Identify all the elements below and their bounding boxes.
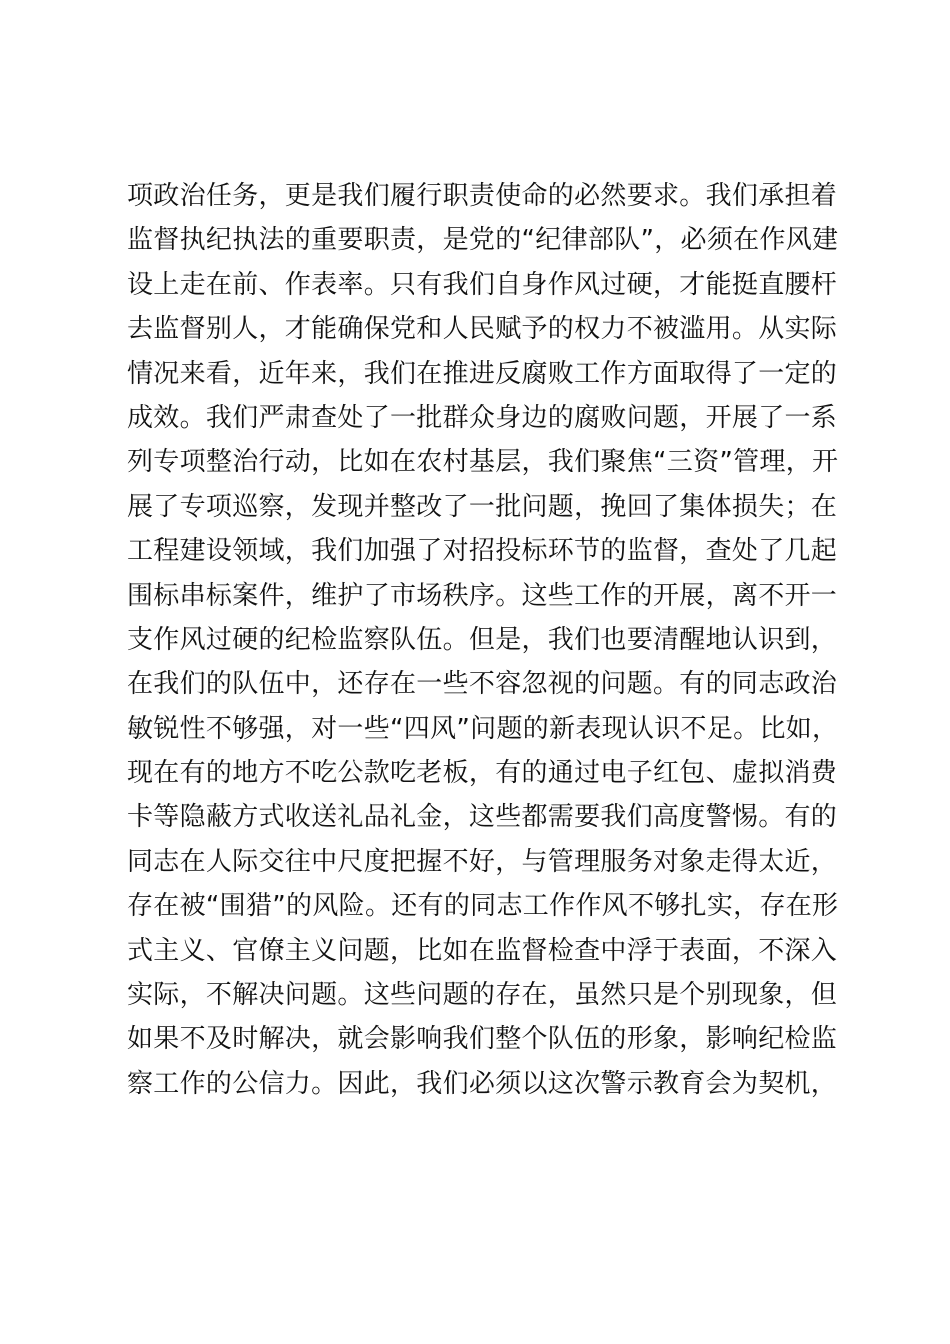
text-line: 展了专项巡察，发现并整改了一批问题，挽回了集体损失；在 <box>127 491 838 522</box>
text-line: 现在有的地方不吃公款吃老板，有的通过电子红包、虚拟消费 <box>127 758 838 789</box>
text-line: 列专项整治行动，比如在农村基层，我们聚焦“三资”管理，开 <box>127 447 839 478</box>
text-line: 实际，不解决问题。这些问题的存在，虽然只是个别现象，但 <box>127 980 838 1011</box>
text-line: 如果不及时解决，就会影响我们整个队伍的形象，影响纪检监 <box>127 1024 838 1055</box>
text-line: 监督执纪执法的重要职责，是党的“纪律部队”，必须在作风建 <box>127 225 839 256</box>
text-line: 敏锐性不够强，对一些“四风”问题的新表现认识不足。比如， <box>127 713 839 744</box>
text-line: 去监督别人，才能确保党和人民赋予的权力不被滥用。从实际 <box>127 314 838 345</box>
text-line: 情况来看，近年来，我们在推进反腐败工作方面取得了一定的 <box>127 358 838 389</box>
body-paragraph <box>127 174 839 1106</box>
text-line: 在我们的队伍中，还存在一些不容忽视的问题。有的同志政治 <box>127 669 838 700</box>
text-line: 式主义、官僚主义问题，比如在监督检查中浮于表面，不深入 <box>127 935 838 966</box>
text-line: 设上走在前、作表率。只有我们自身作风过硬，才能挺直腰杆 <box>127 269 838 300</box>
text-line: 察工作的公信力。因此，我们必须以这次警示教育会为契机， <box>127 1068 838 1099</box>
text-line: 工程建设领域，我们加强了对招投标环节的监督，查处了几起 <box>127 536 838 567</box>
text-line: 项政治任务，更是我们履行职责使命的必然要求。我们承担着 <box>127 181 838 211</box>
text-line: 存在被“围猎”的风险。还有的同志工作作风不够扎实，存在形 <box>127 891 839 922</box>
text-line: 成效。我们严肃查处了一批群众身边的腐败问题，开展了一系 <box>127 402 838 433</box>
text-line: 同志在人际交往中尺度把握不好，与管理服务对象走得太近， <box>127 846 838 877</box>
text-line: 支作风过硬的纪检监察队伍。但是，我们也要清醒地认识到， <box>127 624 838 655</box>
text-line: 围标串标案件，维护了市场秩序。这些工作的开展，离不开一 <box>127 580 838 611</box>
text-line: 卡等隐蔽方式收送礼品礼金，这些都需要我们高度警惕。有的 <box>127 802 838 833</box>
